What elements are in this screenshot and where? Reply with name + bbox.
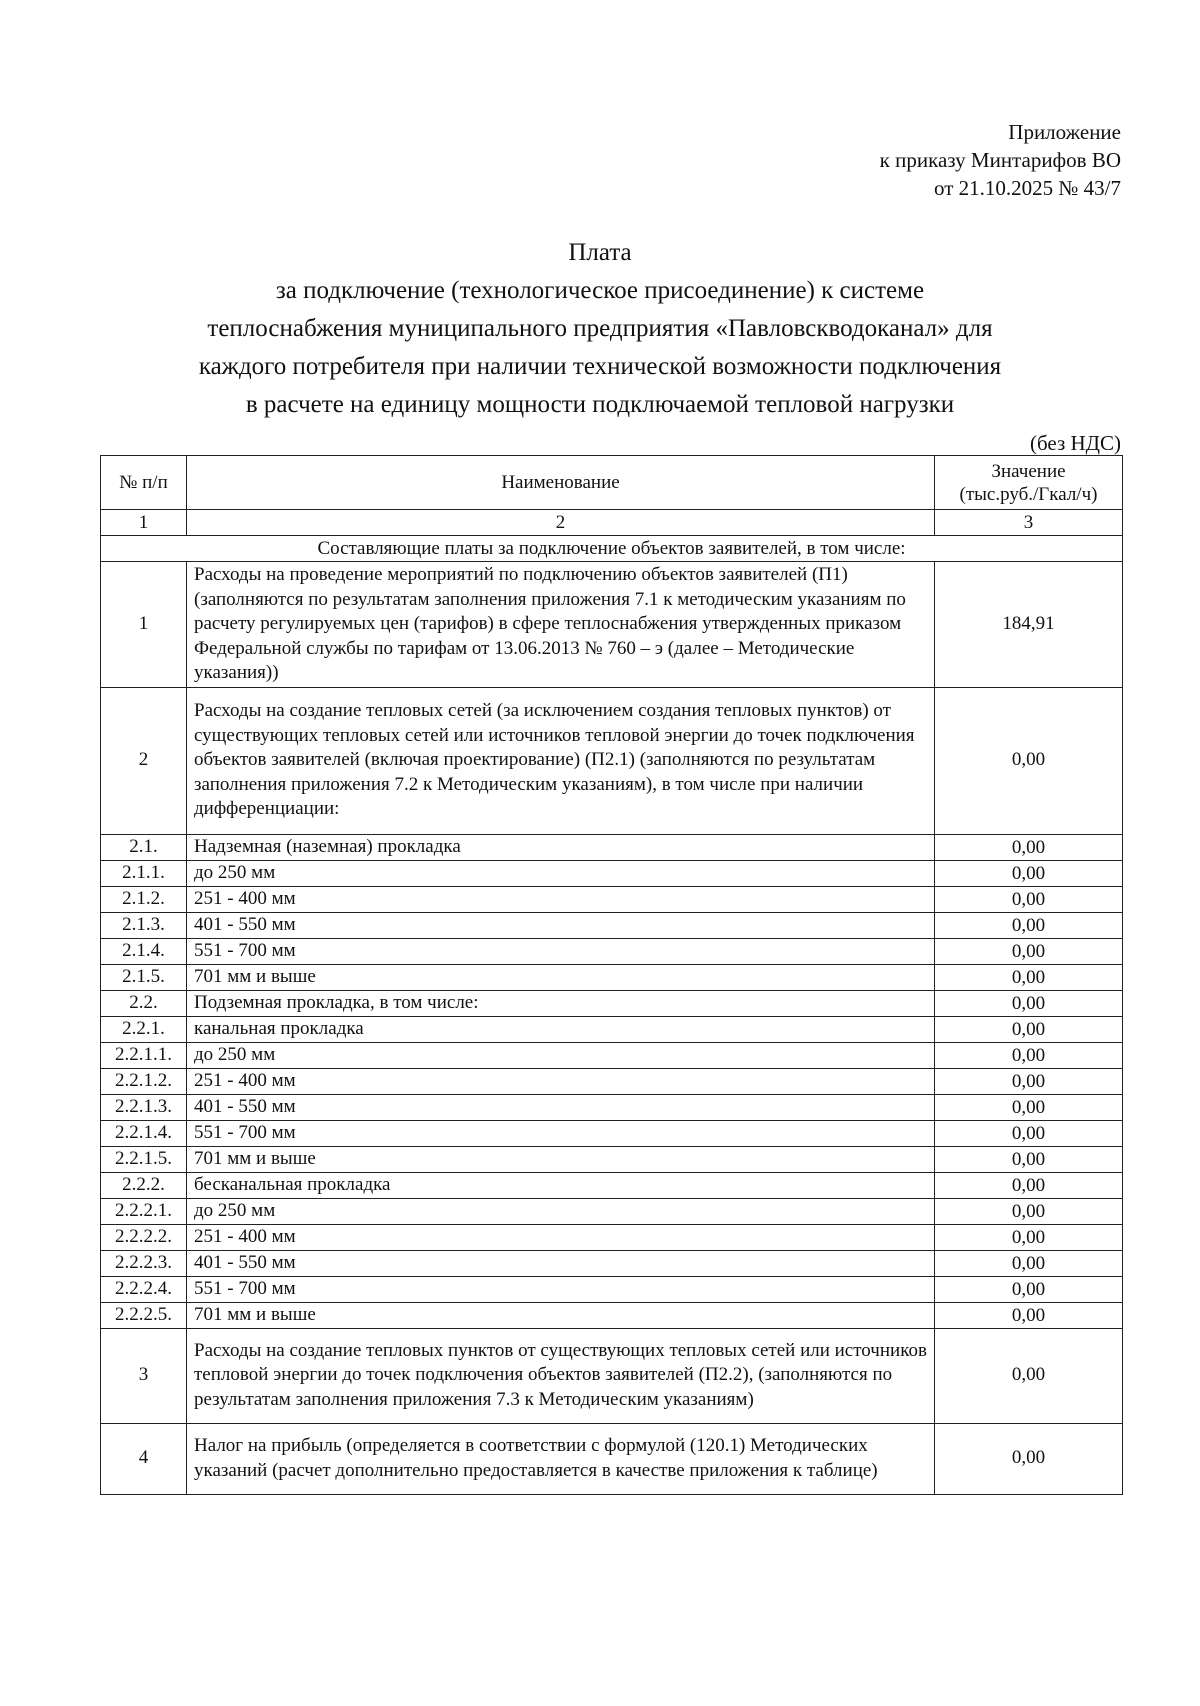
header-line-2: к приказу Минтарифов ВО	[879, 148, 1121, 172]
row-number: 4	[101, 1423, 187, 1494]
row-name: 401 - 550 мм	[187, 1094, 935, 1120]
title-line-2: за подключение (технологическое присоединение) к системе	[275, 277, 925, 304]
row-name: 401 - 550 мм	[187, 1250, 935, 1276]
row-value: 0,00	[935, 687, 1123, 834]
row-value: 184,91	[935, 562, 1123, 688]
row-name: 701 мм и выше	[187, 1146, 935, 1172]
table-row	[101, 1172, 1123, 1198]
table-header-row	[101, 456, 1123, 510]
row-number: 2.1.2.	[101, 886, 187, 912]
table-row	[101, 886, 1123, 912]
table-row	[101, 1328, 1123, 1423]
row-value: 0,00	[935, 886, 1123, 912]
row-value: 0,00	[935, 964, 1123, 990]
row-name: 251 - 400 мм	[187, 1224, 935, 1250]
table-row	[101, 1094, 1123, 1120]
row-value: 0,00	[935, 1146, 1123, 1172]
row-number: 3	[101, 1328, 187, 1423]
row-name: 401 - 550 мм	[187, 912, 935, 938]
row-name: Расходы на создание тепловых пунктов от существующих тепловых сетей или источников тепловой энергии до точек подключения объектов заявителей (П2.2), (заполняются по результатам заполнения приложения 7.3 к Методическим указаниям)	[187, 1328, 935, 1423]
row-number: 2	[101, 687, 187, 834]
title-line-1: Плата	[568, 239, 632, 266]
row-number: 2.2.1.	[101, 1016, 187, 1042]
fee-table	[100, 455, 1123, 1495]
row-name: 251 - 400 мм	[187, 886, 935, 912]
table-row	[101, 964, 1123, 990]
table-row	[101, 1068, 1123, 1094]
table-row	[101, 687, 1123, 834]
table-row	[101, 1423, 1123, 1494]
row-name: Надземная (наземная) прокладка	[187, 834, 935, 860]
row-value: 0,00	[935, 1302, 1123, 1328]
row-value: 0,00	[935, 1172, 1123, 1198]
row-number: 2.2.1.1.	[101, 1042, 187, 1068]
row-number: 2.2.2.3.	[101, 1250, 187, 1276]
section-row	[101, 536, 1123, 562]
table-row	[101, 1198, 1123, 1224]
table-row	[101, 834, 1123, 860]
document-header	[880, 118, 1121, 202]
table-row	[101, 1250, 1123, 1276]
row-number: 2.1.	[101, 834, 187, 860]
title-line-3: теплоснабжения муниципального предприятия «Павловскводоканал» для	[207, 315, 993, 342]
row-name: Подземная прокладка, в том числе:	[187, 990, 935, 1016]
row-value: 0,00	[935, 1250, 1123, 1276]
row-number: 2.1.3.	[101, 912, 187, 938]
row-number: 2.1.4.	[101, 938, 187, 964]
row-number: 2.2.1.4.	[101, 1120, 187, 1146]
table-row	[101, 912, 1123, 938]
row-value: 0,00	[935, 1276, 1123, 1302]
row-value: 0,00	[935, 834, 1123, 860]
row-name: Налог на прибыль (определяется в соответствии с формулой (120.1) Методических указаний (расчет дополнительно предоставляется в качестве приложения к таблице)	[187, 1423, 935, 1494]
row-name: 551 - 700 мм	[187, 938, 935, 964]
row-value: 0,00	[935, 938, 1123, 964]
row-number: 2.2.1.2.	[101, 1068, 187, 1094]
table-row	[101, 1146, 1123, 1172]
row-name: бесканальная прокладка	[187, 1172, 935, 1198]
row-value: 0,00	[935, 990, 1123, 1016]
section-title: Составляющие платы за подключение объектов заявителей, в том числе:	[101, 536, 1123, 562]
table-row	[101, 1042, 1123, 1068]
row-name: 701 мм и выше	[187, 964, 935, 990]
table-row	[101, 1224, 1123, 1250]
table-row	[101, 1302, 1123, 1328]
row-value: 0,00	[935, 1328, 1123, 1423]
row-name: Расходы на создание тепловых сетей (за исключением создания тепловых пунктов) от существующих тепловых сетей или источников тепловой энергии до точек подключения объектов заявителей (включая проектирование) (П2.1) (заполняются по результатам заполнения приложения 7.2 к Методическим указаниям), в том числе при наличии дифференциации:	[187, 687, 935, 834]
column-header-number: № п/п	[101, 456, 187, 510]
table-row	[101, 1016, 1123, 1042]
column-index-2: 2	[187, 510, 935, 536]
column-header-value-line-2: (тыс.руб./Гкал/ч)	[959, 483, 1098, 505]
column-header-value	[935, 456, 1123, 510]
row-name: до 250 мм	[187, 1198, 935, 1224]
table-row	[101, 990, 1123, 1016]
row-name: 551 - 700 мм	[187, 1120, 935, 1146]
column-index-row	[101, 510, 1123, 536]
column-header-value-line-1: Значение	[991, 460, 1066, 482]
title-line-5: в расчете на единицу мощности подключаемой тепловой нагрузки	[245, 391, 955, 418]
row-number: 2.2.1.3.	[101, 1094, 187, 1120]
header-line-1: Приложение	[1008, 120, 1121, 144]
table-row	[101, 860, 1123, 886]
table-row	[101, 1120, 1123, 1146]
row-number: 2.1.1.	[101, 860, 187, 886]
row-name: до 250 мм	[187, 860, 935, 886]
row-number: 2.2.2.1.	[101, 1198, 187, 1224]
table-row	[101, 1276, 1123, 1302]
title-line-4: каждого потребителя при наличии технической возможности подключения	[198, 353, 1002, 380]
row-number: 2.2.2.2.	[101, 1224, 187, 1250]
row-name: Расходы на проведение мероприятий по подключению объектов заявителей (П1) (заполняются по результатам заполнения приложения 7.1 к методическим указаниям по расчету регулируемых цен (тарифов) в сфере теплоснабжения утвержденных приказом Федеральной службы по тарифам от 13.06.2013 № 760 – э (далее – Методические указания))	[187, 562, 935, 688]
row-number: 2.2.2.4.	[101, 1276, 187, 1302]
column-index-3: 3	[935, 510, 1123, 536]
row-value: 0,00	[935, 1016, 1123, 1042]
row-value: 0,00	[935, 860, 1123, 886]
column-index-1: 1	[101, 510, 187, 536]
row-value: 0,00	[935, 1423, 1123, 1494]
row-value: 0,00	[935, 1224, 1123, 1250]
row-number: 2.1.5.	[101, 964, 187, 990]
row-name: канальная прокладка	[187, 1016, 935, 1042]
row-number: 2.2.	[101, 990, 187, 1016]
row-name: 701 мм и выше	[187, 1302, 935, 1328]
row-value: 0,00	[935, 1198, 1123, 1224]
row-number: 2.2.2.5.	[101, 1302, 187, 1328]
row-value: 0,00	[935, 1094, 1123, 1120]
row-number: 2.2.1.5.	[101, 1146, 187, 1172]
row-value: 0,00	[935, 1120, 1123, 1146]
header-line-3: от 21.10.2025 № 43/7	[933, 176, 1121, 200]
vat-note: (без НДС)	[1029, 431, 1121, 455]
row-value: 0,00	[935, 912, 1123, 938]
row-name: 551 - 700 мм	[187, 1276, 935, 1302]
table-row	[101, 938, 1123, 964]
table-row	[101, 562, 1123, 688]
document-title	[0, 234, 1200, 424]
row-value: 0,00	[935, 1042, 1123, 1068]
row-number: 1	[101, 562, 187, 688]
row-name: 251 - 400 мм	[187, 1068, 935, 1094]
column-header-name: Наименование	[187, 456, 935, 510]
row-name: до 250 мм	[187, 1042, 935, 1068]
row-value: 0,00	[935, 1068, 1123, 1094]
row-number: 2.2.2.	[101, 1172, 187, 1198]
